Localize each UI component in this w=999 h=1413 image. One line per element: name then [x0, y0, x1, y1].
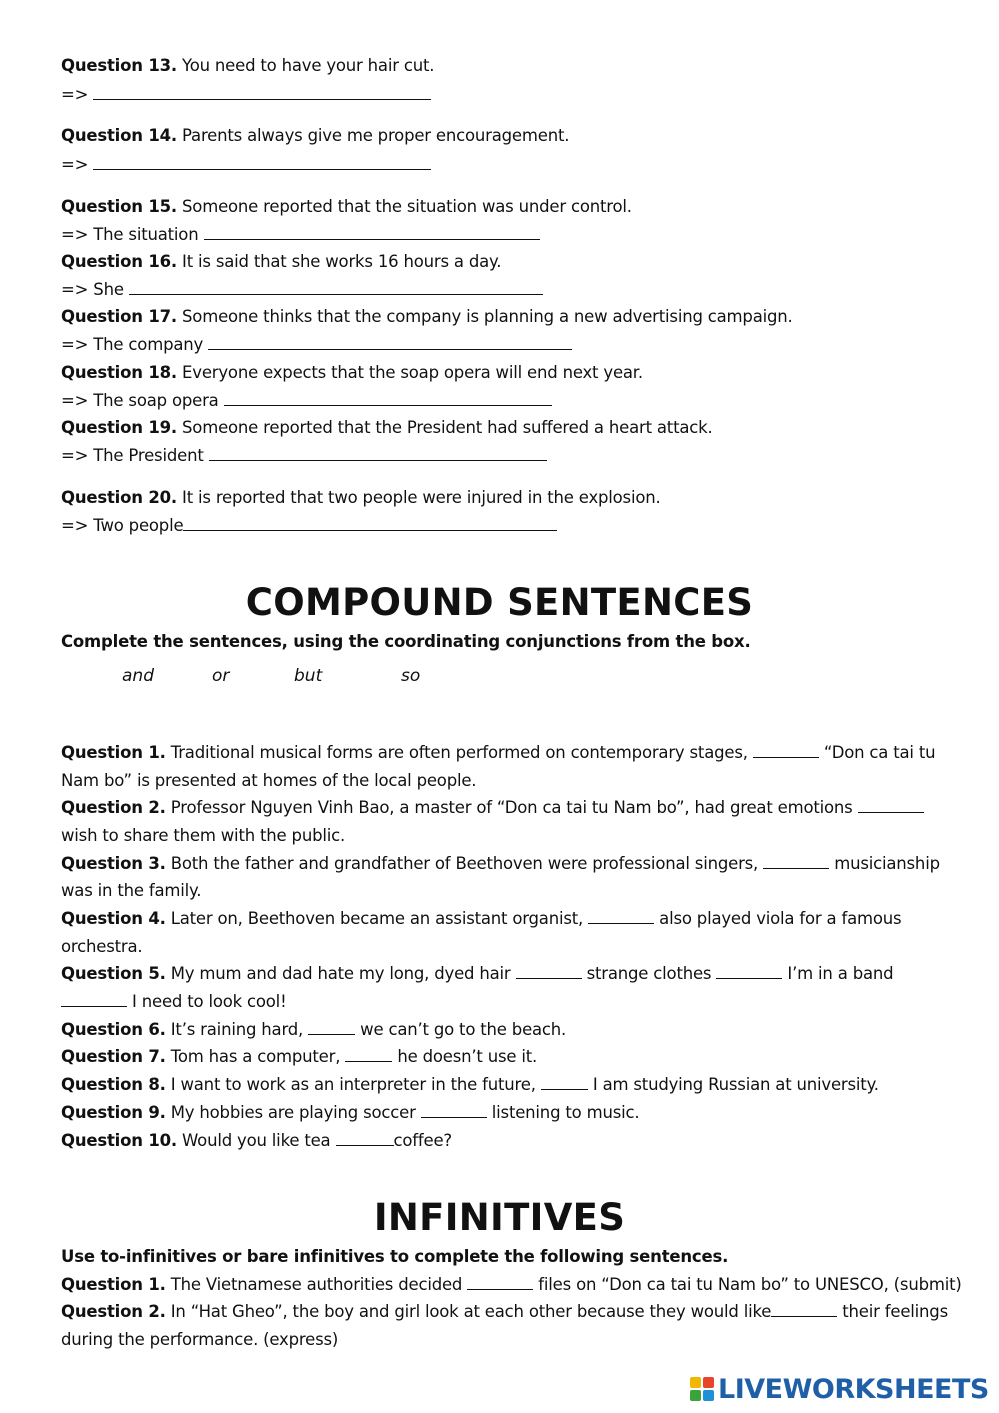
compound-sentences-heading: COMPOUND SENTENCES [245, 581, 754, 624]
answer-blank[interactable] [93, 154, 431, 170]
answer-blank[interactable] [421, 1102, 487, 1118]
answer-blank[interactable] [308, 1019, 355, 1035]
infinitives-question-2: Question 2. In “Hat Gheo”, the boy and girl look at each other because they would like their feelings [61, 1302, 948, 1321]
answer-blank[interactable] [858, 797, 924, 813]
answer-blank[interactable] [771, 1301, 837, 1317]
answer-blank[interactable] [716, 963, 782, 979]
answer-blank[interactable] [467, 1274, 533, 1290]
liveworksheets-logo-text: LIVEWORKSHEETS [718, 1373, 989, 1405]
infinitives-question-1: Question 1. The Vietnamese authorities decided files on “Don ca tai tu Nam bo” to UNESCO, (submit) [61, 1275, 962, 1294]
answer-13: => [61, 84, 431, 106]
compound-instruction: Complete the sentences, using the coordinating conjunctions from the box. [61, 632, 751, 651]
answer-blank[interactable] [93, 84, 431, 100]
question-20: Question 20. It is reported that two people were injured in the explosion. [61, 488, 661, 507]
compound-question-10: Question 10. Would you like tea coffee? [61, 1131, 452, 1150]
infinitives-instruction: Use to-infinitives or bare infinitives to complete the following sentences. [61, 1247, 729, 1266]
answer-20: => Two people [61, 515, 557, 537]
answer-blank[interactable] [588, 908, 654, 924]
liveworksheets-logo-icon [690, 1377, 714, 1401]
question-14: Question 14. Parents always give me proper encouragement. [61, 126, 570, 145]
box-word-but: but [294, 666, 323, 686]
question-17: Question 17. Someone thinks that the company is planning a new advertising campaign. [61, 307, 793, 326]
question-16: Question 16. It is said that she works 16 hours a day. [61, 252, 502, 271]
answer-blank[interactable] [204, 224, 540, 240]
infinitives-heading: INFINITIVES [373, 1196, 626, 1239]
compound-question-2: Question 2. Professor Nguyen Vinh Bao, a master of “Don ca tai tu Nam bo”, had great emotions [61, 797, 924, 819]
logo-square [690, 1390, 701, 1401]
answer-blank[interactable] [516, 963, 582, 979]
answer-18: => The soap opera [61, 390, 552, 412]
compound-question-7: Question 7. Tom has a computer, he doesn’t use it. [61, 1047, 538, 1066]
compound-question-4-cont: orchestra. [61, 937, 143, 956]
question-15: Question 15. Someone reported that the situation was under control. [61, 197, 632, 216]
compound-question-5: Question 5. My mum and dad hate my long, dyed hair strange clothes I’m in a band [61, 964, 894, 983]
compound-question-5-cont: I need to look cool! [61, 991, 286, 1013]
answer-blank[interactable] [208, 334, 572, 350]
question-18: Question 18. Everyone expects that the soap opera will end next year. [61, 363, 643, 382]
logo-square [703, 1377, 714, 1388]
compound-question-4: Question 4. Later on, Beethoven became an assistant organist, also played viola for a famous [61, 909, 902, 928]
answer-blank[interactable] [129, 279, 543, 295]
compound-question-9: Question 9. My hobbies are playing soccer listening to music. [61, 1103, 640, 1122]
box-word-or: or [212, 666, 230, 686]
answer-blank[interactable] [336, 1130, 394, 1146]
answer-blank[interactable] [541, 1074, 588, 1090]
liveworksheets-logo [690, 1374, 989, 1404]
compound-question-3-cont: was in the family. [61, 881, 202, 900]
compound-question-2-cont: wish to share them with the public. [61, 826, 346, 845]
answer-15: => The situation [61, 224, 540, 246]
answer-blank[interactable] [763, 853, 829, 869]
answer-blank[interactable] [209, 445, 547, 461]
logo-square [703, 1390, 714, 1401]
compound-question-1-cont: Nam bo” is presented at homes of the local people. [61, 771, 477, 790]
question-19: Question 19. Someone reported that the President had suffered a heart attack. [61, 418, 713, 437]
answer-blank[interactable] [183, 515, 557, 531]
box-word-and: and [122, 666, 154, 686]
answer-blank[interactable] [224, 390, 552, 406]
answer-19: => The President [61, 445, 547, 467]
infinitives-question-2-cont: during the performance. (express) [61, 1330, 339, 1349]
answer-14: => [61, 154, 431, 176]
compound-question-1: Question 1. Traditional musical forms are often performed on contemporary stages, “Don ca tai tu [61, 743, 936, 762]
answer-16: => She [61, 279, 543, 301]
question-13: Question 13. You need to have your hair cut. [61, 56, 435, 75]
answer-blank[interactable] [753, 742, 819, 758]
compound-question-6: Question 6. It’s raining hard, we can’t go to the beach. [61, 1020, 567, 1039]
box-word-so: so [401, 666, 421, 686]
answer-blank[interactable] [61, 991, 127, 1007]
answer-blank[interactable] [345, 1046, 392, 1062]
answer-17: => The company [61, 334, 572, 356]
compound-question-3: Question 3. Both the father and grandfather of Beethoven were professional singers, musicianship [61, 854, 940, 873]
logo-square [690, 1377, 701, 1388]
compound-question-8: Question 8. I want to work as an interpreter in the future, I am studying Russian at university. [61, 1075, 879, 1094]
